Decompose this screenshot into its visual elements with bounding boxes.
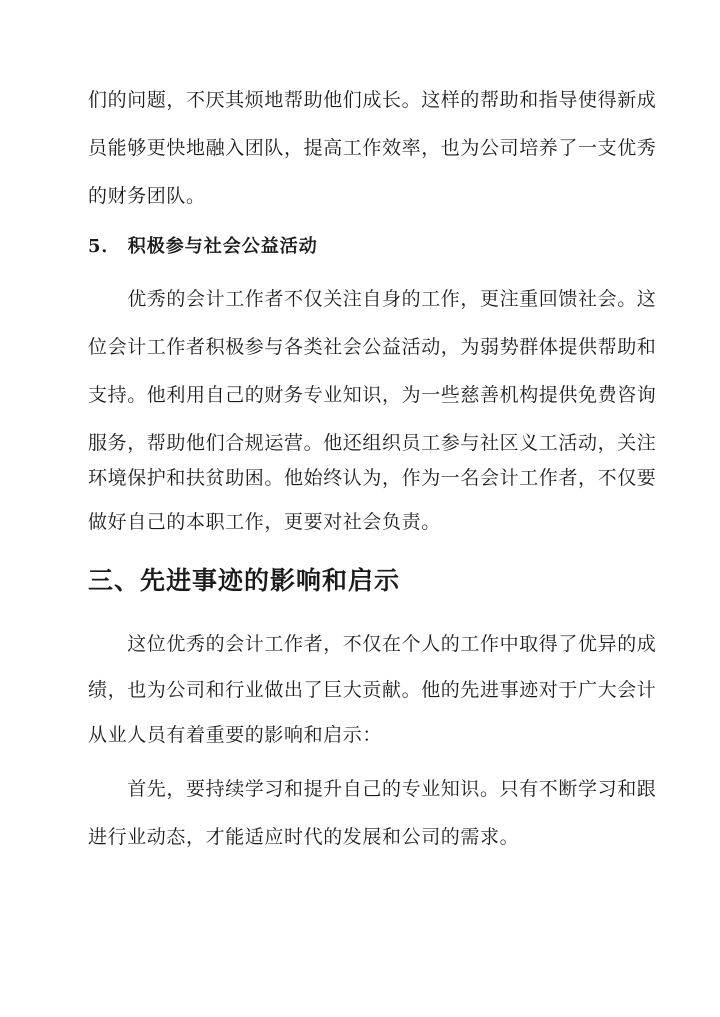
paragraph-line: 服务，帮助他们合规运营。他还组织员工参与社区义工活动，关注 — [88, 432, 657, 454]
paragraph-line: 的财务团队。 — [88, 185, 206, 207]
paragraph-line: 这位优秀的会计工作者，不仅在个人的工作中取得了优异的成 — [88, 633, 657, 655]
paragraph-line: 优秀的会计工作者不仅关注自身的工作，更注重回馈社会。这 — [88, 288, 657, 310]
paragraph-line: 首先，要持续学习和提升自己的专业知识。只有不断学习和跟 — [88, 778, 657, 800]
paragraph-line: 环境保护和扶贫助困。他始终认为，作为一名会计工作者，不仅要 — [88, 467, 657, 489]
item-heading: 5． 积极参与社会公益活动 — [88, 236, 318, 257]
paragraph-line: 支持。他利用自己的财务专业知识，为一些慈善机构提供免费咨询 — [88, 384, 657, 406]
paragraph-line: 位会计工作者积极参与各类社会公益活动，为弱势群体提供帮助和 — [88, 336, 657, 358]
paragraph-line: 们的问题，不厌其烦地帮助他们成长。这样的帮助和指导使得新成 — [88, 89, 657, 111]
paragraph-line: 绩，也为公司和行业做出了巨大贡献。他的先进事迹对于广大会计 — [88, 679, 657, 701]
paragraph-line: 员能够更快地融入团队，提高工作效率，也为公司培养了一支优秀 — [88, 137, 657, 159]
paragraph-line: 从业人员有着重要的影响和启示： — [88, 724, 383, 746]
section-title: 三、先进事迹的影响和启示 — [88, 566, 401, 595]
paragraph-line: 进行业动态，才能适应时代的发展和公司的需求。 — [88, 826, 520, 848]
paragraph-line: 做好自己的本职工作，更要对社会负责。 — [88, 511, 441, 533]
